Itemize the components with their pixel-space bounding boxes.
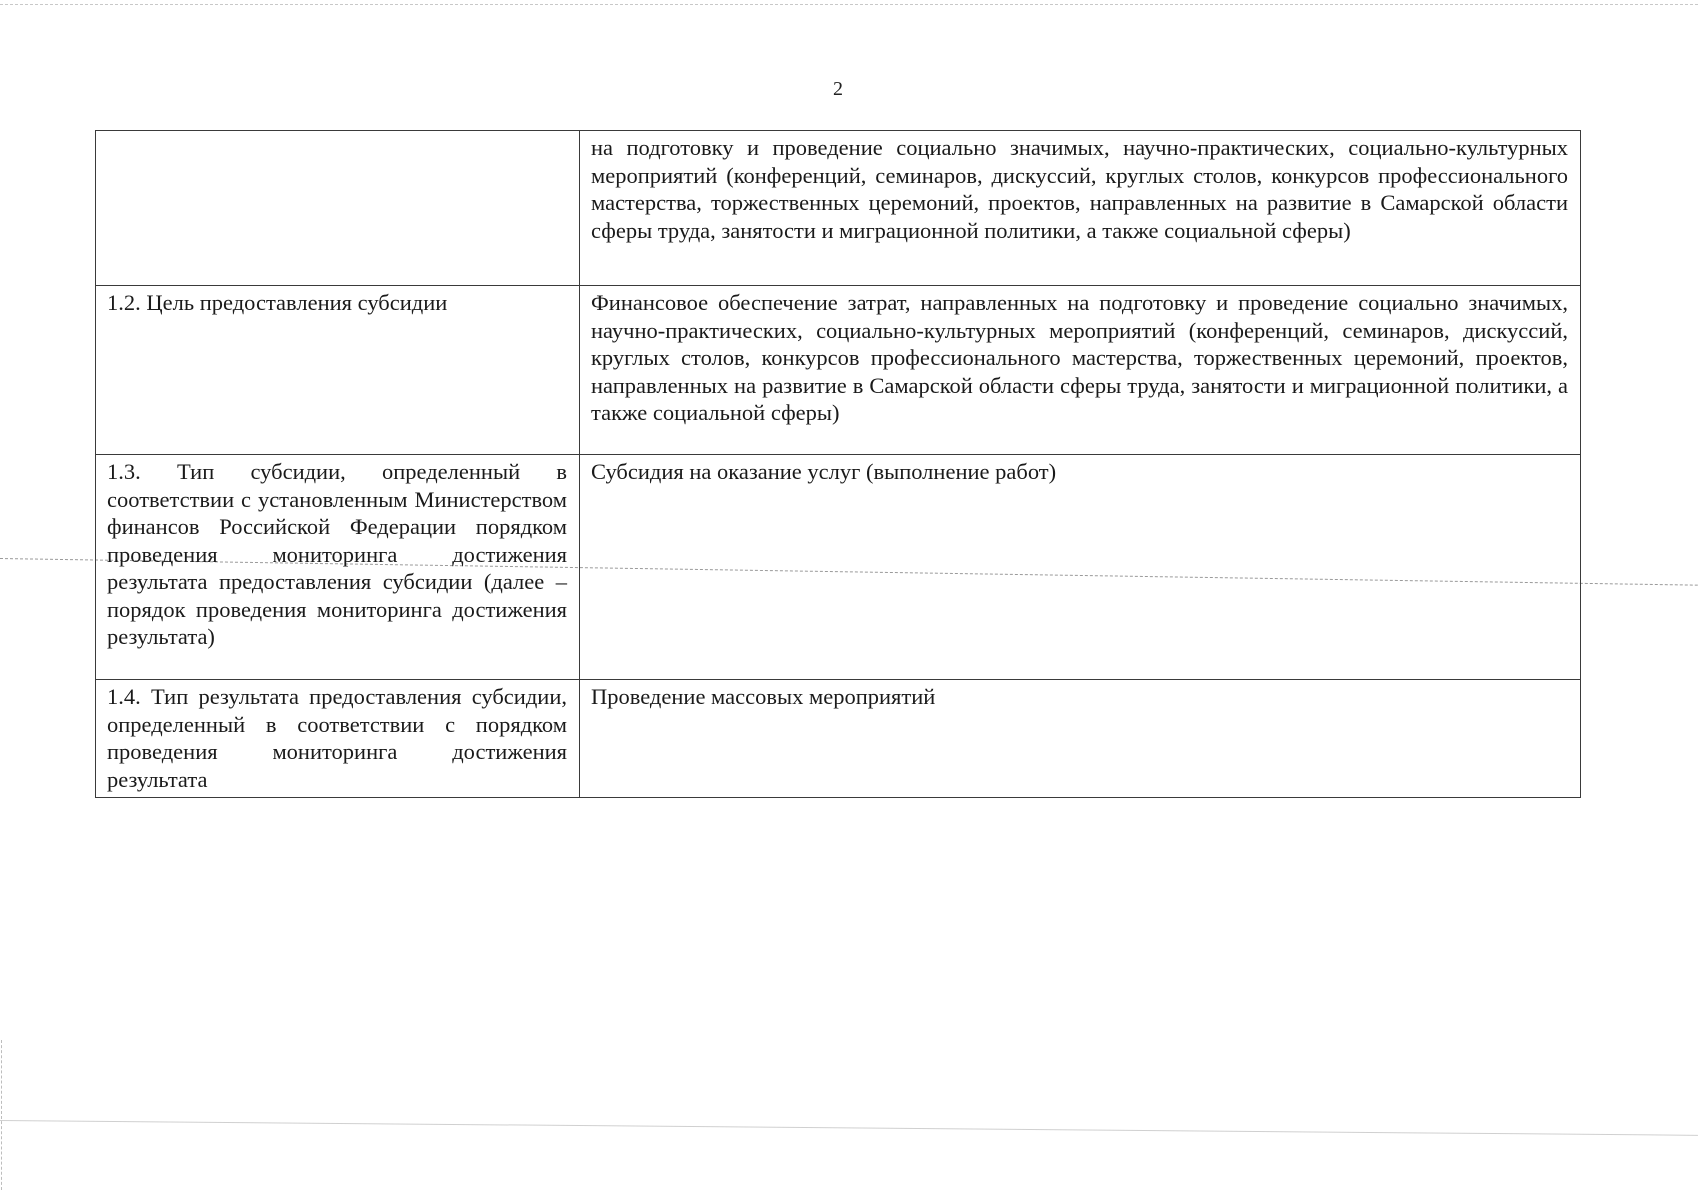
scan-artifact-left-edge (1, 1040, 2, 1190)
table-row (96, 455, 1581, 680)
row-label: 1.2. Цель предоставления субсидии (96, 286, 580, 455)
row-value: Субсидия на оказание услуг (выполнение работ) (580, 455, 1581, 680)
table-row (96, 286, 1581, 455)
scan-artifact-top-line (0, 4, 1698, 5)
subsidy-info-table (95, 130, 1581, 798)
scan-artifact-bottom-line (0, 1120, 1698, 1136)
table-row (96, 680, 1581, 798)
row-value: Финансовое обеспечение затрат, направленных на подготовку и проведение социально значимых, научно-практических, социально-культурных мероприятий (конференций, семинаров, дискуссий, круглых столов, конкурсов профессионального мастерства, торжественных церемоний, проектов, направленных на развитие в Самарской области сферы труда, занятости и миграционной политики, а также социальной сферы) (580, 286, 1581, 455)
page-number: 2 (833, 78, 843, 100)
row-label: 1.3. Тип субсидии, определенный в соответствии с установленным Министерством финансов Российской Федерации порядком проведения мониторинга достижения результата предоставления субсидии (далее – порядок проведения мониторинга достижения результата) (96, 455, 580, 680)
row-label: 1.4. Тип результата предоставления субсидии, определенный в соответствии с порядком проведения мониторинга достижения результата (96, 680, 580, 798)
row-value: Проведение массовых мероприятий (580, 680, 1581, 798)
row-value: на подготовку и проведение социально значимых, научно-практических, социально-культурных мероприятий (конференций, семинаров, дискуссий, круглых столов, конкурсов профессионального мастерства, торжественных церемоний, проектов, направленных на развитие в Самарской области сферы труда, занятости и миграционной политики, а также социальной сферы) (580, 131, 1581, 286)
table-row (96, 131, 1581, 286)
row-label (96, 131, 580, 286)
